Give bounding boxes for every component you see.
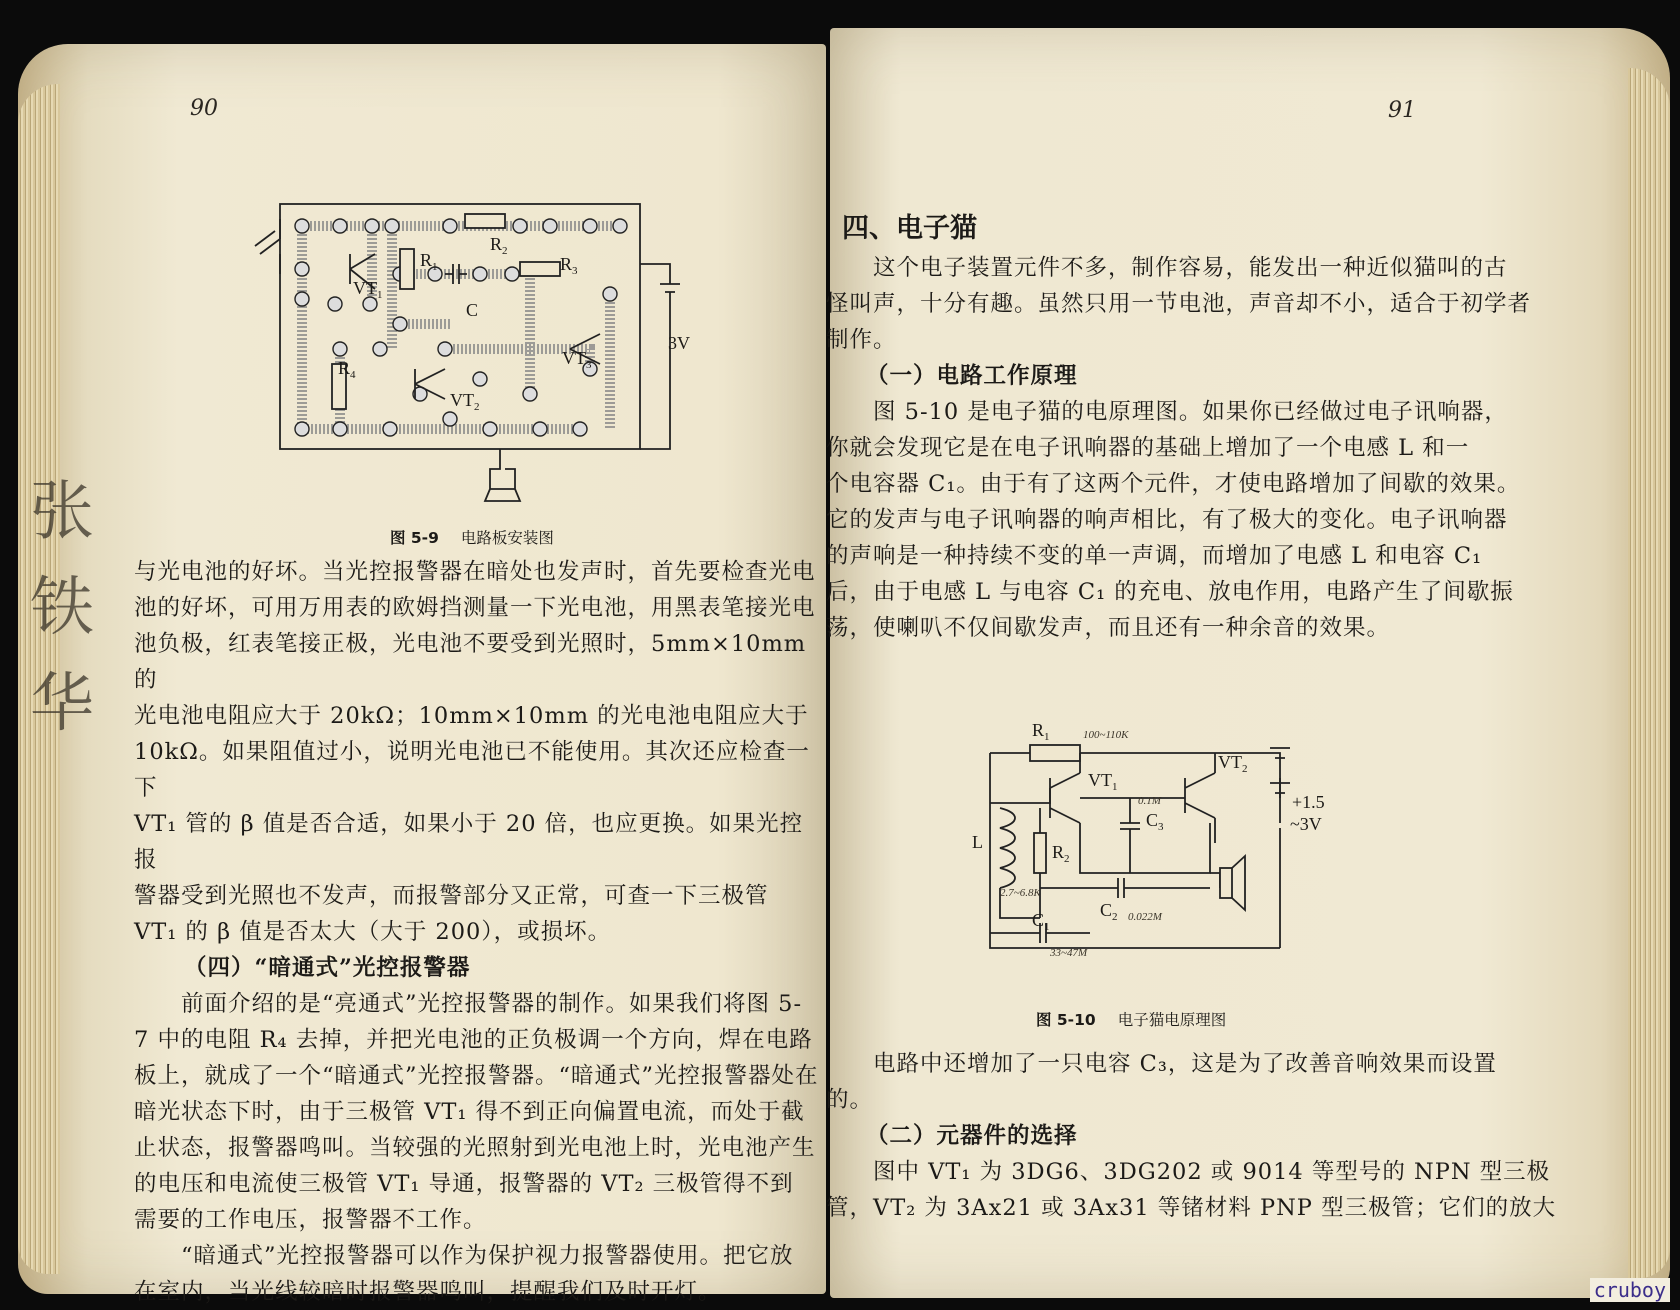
fig510-r2-label: $R_2$ [1052,842,1070,865]
text-line: 需要的工作电压，报警器不工作。 [134,1207,487,1233]
circuit-board-figure [240,184,730,534]
text-line: 图中 VT₁ 为 3DG6、3DG202 或 9014 等型号的 NPN 型三极 [826,1159,1551,1185]
page-number-left: 90 [190,96,218,121]
fig510-vt1-label: $VT_1$ [1088,770,1118,793]
fig59-r2-label: $R_2$ [490,234,508,257]
text-line: 的。 [826,1087,874,1113]
figure-5-10-caption [1036,1008,1226,1030]
text-line: 7 中的电阻 R₄ 去掉，并把光电池的正负极调一个方向，焊在电路 [134,1027,813,1053]
text-line: 制作。 [826,327,897,353]
text-line: 与光电池的好坏。当光控报警器在暗处也发声时，首先要检查光电 [134,559,816,585]
page-number-right: 91 [1388,98,1416,123]
right-body-top [826,250,1616,646]
note-c2: 0.022M [1128,911,1162,923]
fig59-r4-label: $R_4$ [338,358,356,381]
text-line: 10kΩ。如果阻值过小，说明光电池已不能使用。其次还应检查一下 [134,739,810,801]
right-page [826,28,1670,1298]
fig59-vt2-label: $VT_2$ [450,390,480,413]
fig-5-9-label: 图 5-9 [390,529,439,547]
left-body [134,554,824,1310]
text-line: 在室内，当光线较暗时报警器鸣叫，提醒我们及时开灯。 [134,1279,722,1305]
text-line: 你就会发现它是在电子讯响器的基础上增加了一个电感 L 和一 [826,435,1470,461]
text-line: 图 5-10 是电子猫的电原理图。如果你已经做过电子讯响器， [826,399,1508,425]
fig59-r3-label: $R_3$ [560,254,578,277]
text-line: 光电池电阻应大于 20kΩ；10mm×10mm 的光电池电阻应大于 [134,703,809,729]
fig510-c3-label: $C_3$ [1146,810,1164,833]
text-line: 它的发声与电子讯响器的响声相比，有了极大的变化。电子讯响器 [826,507,1508,533]
fig510-l-label: L [972,832,983,852]
margin-handwriting [30,464,94,752]
text-line: 暗光状态下时，由于三极管 VT₁ 得不到正向偏置电流，而处于截 [134,1099,805,1125]
text-line: 前面介绍的是“亮通式”光控报警器的制作。如果我们将图 5- [134,991,803,1017]
fig510-vt2-label: $VT_2$ [1218,752,1248,775]
fig59-c-label: C [466,300,479,320]
watermark: cruboy [1590,1278,1670,1302]
fig-5-10-title: 电子猫电原理图 [1117,1011,1227,1029]
text-line: 板上，就成了一个“暗通式”光控报警器。“暗通式”光控报警器处在 [134,1063,819,1089]
fig59-vt1-label: $VT_1$ [353,278,383,301]
text-line: 的声响是一种持续不变的单一声调，而增加了电感 L 和电容 C₁ [826,543,1483,569]
text-line: 个电容器 C₁。由于有了这两个元件，才使电路增加了间歇的效果。 [826,471,1521,497]
right-body-bottom [826,1046,1616,1226]
text-line: 荡，使喇叭不仅间歇发声，而且还有一种余音的效果。 [826,615,1391,641]
fig510-c2-label: $C_2$ [1100,900,1118,923]
note-c3: 0.1M [1138,795,1161,807]
text-line: 怪叫声，十分有趣。虽然只用一节电池，声音却不小，适合于初学者 [826,291,1532,317]
section-heading-dark-mode: （四）“暗通式”光控报警器 [184,955,471,981]
section-heading-components: （二）元器件的选择 [866,1123,1078,1149]
fig-5-10-label: 图 5-10 [1036,1011,1096,1029]
fig510-c1-label: $C_1$ [1032,910,1050,933]
page-edge-right [1628,68,1670,1278]
fig510-battery-voltage: +1.5 [1292,792,1325,812]
fig-5-9-title: 电路板安装图 [460,529,554,547]
handwriting-char: 张 [30,475,94,549]
text-line: 警器受到光照也不发声，而报警部分又正常，可查一下三极管 [134,883,769,909]
text-line: 止状态，报警器鸣叫。当较强的光照射到光电池上时，光电池产生 [134,1135,816,1161]
text-line: VT₁ 的 β 值是否太大（大于 200），或损坏。 [134,919,612,945]
text-line: 的电压和电流使三极管 VT₁ 导通，报警器的 VT₂ 三极管得不到 [134,1171,794,1197]
chapter-heading: 四、电子猫 [842,213,977,244]
figure-5-9-caption [390,526,554,548]
electronic-cat-schematic [970,688,1470,988]
fig510-battery-voltage-alt: ~3V [1290,814,1322,834]
section-heading-principle: （一）电路工作原理 [866,363,1078,389]
fig59-r1-label: $R_1$ [420,250,438,273]
text-line: 池的好坏，可用万用表的欧姆挡测量一下光电池，用黑表笔接光电 [134,595,816,621]
note-r2: 2.7~6.8K [1000,887,1041,899]
fig510-r1-label: $R_1$ [1032,720,1050,743]
text-line: 后，由于电感 L 与电容 C₁ 的充电、放电作用，电路产生了间歇振 [826,579,1514,605]
handwriting-char: 铁 [30,571,94,645]
fig59-battery-label: 3V [668,333,690,353]
fig59-vt3-label: $VT_3$ [562,348,592,371]
board-outline [280,204,640,449]
note-c1: 33~47M [1050,947,1088,959]
handwriting-char: 华 [30,667,94,741]
text-line: “暗通式”光控报警器可以作为保护视力报警器使用。把它放 [134,1243,794,1269]
text-line: 电路中还增加了一只电容 C₃，这是为了改善音响效果而设置 [826,1051,1497,1077]
text-line: 管，VT₂ 为 3Ax21 或 3Ax31 等锗材料 PNP 型三极管；它们的放大 [826,1195,1557,1221]
left-page [18,44,826,1305]
text-line: 池负极，红表笔接正极，光电池不要受到光照时，5mm×10mm 的 [134,631,807,693]
note-r1: 100~110K [1083,729,1129,741]
text-line: 这个电子装置元件不多，制作容易，能发出一种近似猫叫的古 [826,255,1508,281]
text-line: VT₁ 管的 β 值是否合适，如果小于 20 倍，也应更换。如果光控报 [134,811,804,873]
